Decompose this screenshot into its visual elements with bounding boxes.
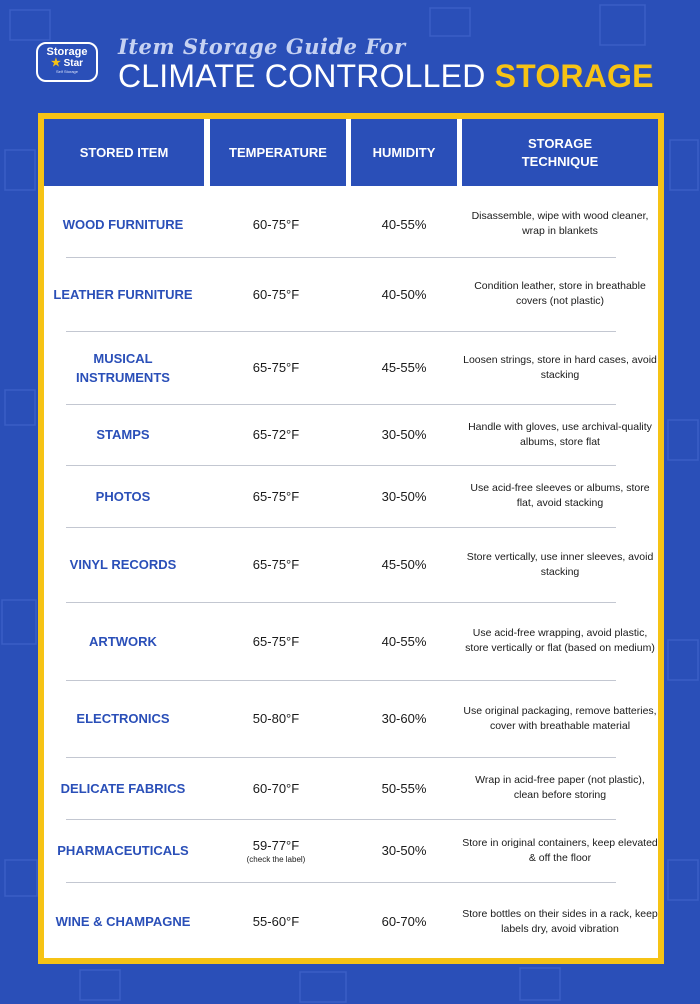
row-divider [66, 404, 616, 405]
temperature-cell [206, 760, 346, 816]
row-divider [66, 680, 616, 681]
humidity: 30-60% [381, 711, 427, 726]
row-divider [66, 331, 616, 332]
column-header-item: STORED ITEM [44, 119, 204, 186]
storage-star-logo: Storage ★ Star Self Storage [36, 42, 98, 82]
humidity: 50-55% [381, 780, 427, 796]
temperature: 59-77°F [252, 837, 300, 853]
storage-technique: Loosen strings, store in hard cases, avoid stacking [463, 353, 657, 381]
temperature-cell [206, 530, 346, 599]
row-divider [66, 757, 616, 758]
table-row [44, 605, 658, 677]
temperature-cell [206, 605, 346, 677]
humidity: 30-50% [381, 427, 427, 442]
row-divider [66, 882, 616, 883]
temperature-cell [206, 683, 346, 754]
storage-technique: Use acid-free sleeves or albums, store flat, avoid stacking [470, 482, 650, 509]
table-row [44, 407, 658, 462]
table-row [44, 194, 658, 254]
storage-technique: Use acid-free wrapping, avoid plastic, store vertically or flat (based on medium) [465, 627, 655, 654]
temperature: 65-75°F [252, 633, 300, 649]
storage-technique: Store vertically, use inner sleeves, avoid stacking [466, 550, 654, 578]
page-title: CLIMATE CONTROLLED STORAGE [118, 58, 654, 94]
humidity: 30-50% [381, 843, 427, 858]
table-row [44, 760, 658, 816]
storage-technique: Disassemble, wipe with wood cleaner, wrap in blankets [471, 210, 649, 237]
humidity: 45-50% [381, 557, 427, 572]
table-row [44, 260, 658, 328]
stored-item: LEATHER FURNITURE [53, 286, 193, 302]
table-row [44, 822, 658, 879]
column-header-humidity: HUMIDITY [351, 119, 457, 186]
row-divider [66, 465, 616, 466]
table-row [44, 683, 658, 754]
temperature: 65-75°F [252, 360, 300, 375]
temperature: 55-60°F [252, 914, 300, 929]
row-divider [66, 602, 616, 603]
temperature-cell [206, 885, 346, 958]
storage-technique: Wrap in acid-free paper (not plastic), clean before storing [475, 774, 645, 801]
humidity: 30-50% [381, 488, 427, 504]
column-header-technique: STORAGE TECHNIQUE [462, 119, 658, 186]
stored-item: DELICATE FABRICS [60, 780, 186, 796]
stored-item: MUSICAL INSTRUMENTS [76, 350, 170, 385]
stored-item: ELECTRONICS [76, 711, 170, 726]
temperature: 65-75°F [252, 557, 300, 572]
temperature-cell [206, 822, 346, 879]
storage-technique: Use original packaging, remove batteries, cover with breathable material [463, 704, 657, 732]
storage-technique: Store bottles on their sides in a rack, keep labels dry, avoid vibration [462, 907, 658, 935]
temperature-cell [206, 407, 346, 462]
temperature-cell [206, 260, 346, 328]
stored-item: VINYL RECORDS [69, 557, 177, 572]
temperature: 65-75°F [252, 488, 300, 504]
temperature: 60-75°F [252, 216, 300, 232]
temperature-cell [206, 334, 346, 401]
temperature: 60-75°F [252, 286, 300, 302]
humidity: 40-55% [381, 216, 427, 232]
stored-item: WINE & CHAMPAGNE [55, 914, 191, 929]
star-icon: ★ [50, 57, 61, 69]
temperature-cell [206, 468, 346, 524]
storage-technique: Store in original containers, keep elevated & off the floor [462, 836, 658, 864]
temperature-note: (check the label) [246, 854, 306, 864]
row-divider [66, 527, 616, 528]
temperature: 50-80°F [252, 711, 300, 726]
storage-technique: Handle with gloves, use archival-quality albums, store flat [468, 420, 652, 448]
storage-technique: Condition leather, store in breathable covers (not plastic) [474, 280, 646, 307]
humidity: 40-55% [381, 633, 427, 649]
row-divider [66, 257, 616, 258]
table-row [44, 334, 658, 401]
subtitle: Item Storage Guide For [118, 34, 406, 59]
humidity: 40-50% [381, 286, 427, 302]
stored-item: WOOD FURNITURE [62, 216, 184, 232]
table-row [44, 530, 658, 599]
temperature: 60-70°F [252, 780, 300, 796]
column-header-temperature: TEMPERATURE [210, 119, 346, 186]
table-row [44, 468, 658, 524]
temperature-cell [206, 194, 346, 254]
stored-item: PHOTOS [95, 488, 151, 504]
storage-table [44, 119, 658, 958]
temperature: 65-72°F [252, 427, 300, 442]
humidity: 45-55% [381, 360, 427, 375]
stored-item: PHARMACEUTICALS [57, 843, 189, 858]
row-divider [66, 819, 616, 820]
stored-item: ARTWORK [89, 633, 157, 649]
humidity: 60-70% [381, 914, 427, 929]
table-row [44, 885, 658, 958]
stored-item: STAMPS [96, 427, 150, 442]
